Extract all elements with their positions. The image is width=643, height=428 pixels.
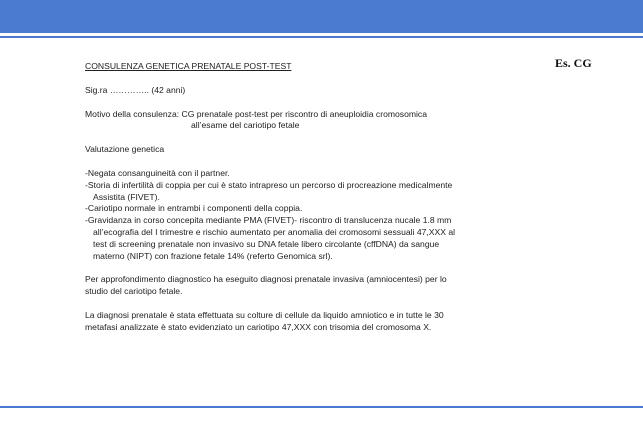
list-item-continuation: Assistita (FIVET).	[93, 191, 160, 202]
section-heading: Valutazione genetica	[85, 144, 165, 155]
patient-line: Sig.ra ………….. (42 anni)	[85, 84, 186, 95]
paragraph-line: La diagnosi prenatale è stata effettuata su colture di cellule da liquido amniotico e in tutte le 30	[85, 309, 444, 320]
bottom-divider	[0, 406, 643, 408]
list-item-continuation: test di screening prenatale non invasivo su DNA fetale libero circolante (cffDNA) da sangue	[93, 238, 440, 249]
list-item: -Storia di infertilità di coppia per cui è stato intrapreso un percorso di procreazione medicalmente	[85, 179, 453, 190]
top-divider	[0, 36, 643, 38]
paragraph-line: metafasi analizzate è stato evidenziato un cariotipo 47,XXX con trisomia del cromosoma X.	[85, 321, 432, 332]
list-item: -Gravidanza in corso concepita mediante PMA (FIVET)- riscontro di translucenza nucale 1.8 mm	[85, 215, 452, 226]
list-item-continuation: all’ecografia del I trimestre e rischio aumentato per anomalia dei cromosomi sessuali 47,XXX al	[93, 226, 456, 237]
document-title: CONSULENZA GENETICA PRENATALE POST-TEST	[85, 61, 292, 71]
list-item: -Negata consanguineità con il partner.	[85, 167, 230, 178]
reason-line-2: all’esame del cariotipo fetale	[191, 120, 300, 131]
paragraph-line: studio del cariotipo fetale.	[85, 286, 183, 297]
slide-label: Es. CG	[555, 56, 592, 70]
list-item: -Cariotipo normale in entrambi i componenti della coppia.	[85, 203, 303, 214]
paragraph-line: Per approfondimento diagnostico ha eseguito diagnosi prenatale invasiva (amniocentesi) per lo	[85, 274, 447, 285]
top-banner	[0, 0, 643, 33]
reason-line-1: Motivo della consulenza: CG prenatale post-test per riscontro di aneuploidia cromosomica	[85, 108, 428, 119]
document-body	[85, 61, 505, 334]
list-item-continuation: materno (NIPT) con frazione fetale 14% (referto Genomica srl).	[93, 250, 333, 261]
